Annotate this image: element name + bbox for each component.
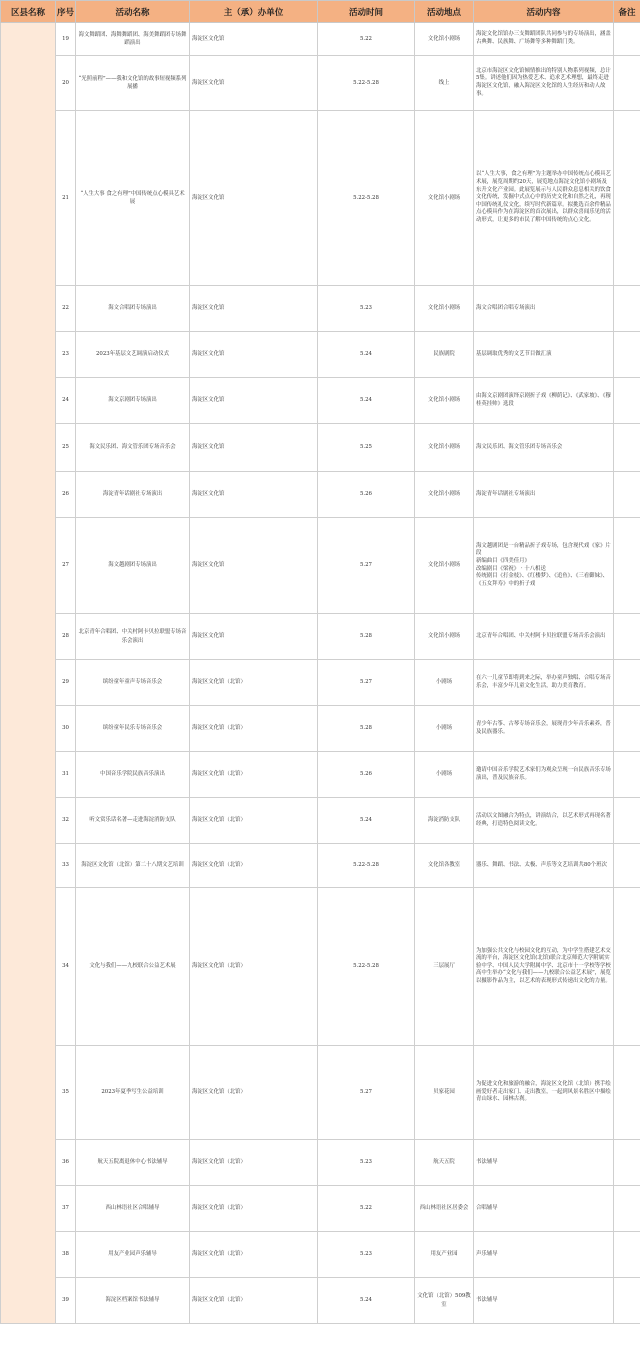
row-location: 线上 bbox=[415, 56, 474, 111]
row-content: 声乐辅导 bbox=[474, 1232, 614, 1278]
row-number: 39 bbox=[56, 1278, 76, 1324]
row-activity-name: 缤纷童年童声专场音乐会 bbox=[76, 660, 190, 706]
row-time: 5.26 bbox=[318, 752, 415, 798]
row-content: 书法辅导 bbox=[474, 1140, 614, 1186]
row-location: 文化馆小剧场 bbox=[415, 378, 474, 424]
row-content: 基层调取优秀的文艺节目做汇演 bbox=[474, 332, 614, 378]
row-remarks bbox=[614, 1278, 640, 1324]
row-location: 文化馆小剧场 bbox=[415, 111, 474, 286]
row-organizer: 海淀区文化馆 bbox=[190, 518, 318, 614]
table-row bbox=[1, 798, 640, 844]
row-remarks bbox=[614, 111, 640, 286]
row-number: 31 bbox=[56, 752, 76, 798]
row-number: 29 bbox=[56, 660, 76, 706]
row-number: 26 bbox=[56, 472, 76, 518]
row-time: 5.23 bbox=[318, 1140, 415, 1186]
row-location: 文化馆小剧场 bbox=[415, 286, 474, 332]
row-location: 文化馆小剧场 bbox=[415, 614, 474, 660]
table-header-row bbox=[1, 1, 640, 23]
row-activity-name: 缤纷童年民乐专场音乐会 bbox=[76, 706, 190, 752]
row-number: 37 bbox=[56, 1186, 76, 1232]
header-district: 区县名称 bbox=[1, 1, 56, 23]
row-activity-name: 海文京剧团专场演出 bbox=[76, 378, 190, 424]
row-time: 5.22-5.28 bbox=[318, 888, 415, 1046]
row-content: 为加强公共文化与校园文化的互动，为中学生搭建艺术交流的平台，海淀区文化馆(北馆)联合北京师范大学附属实验中学、中国人民大学附属中学、北京市十一学校等学校高中生举办“文化与我们——九校联合公益艺术展”，展览以摄影作品为主，以艺术的表现形式传递出文化的力量。 bbox=[474, 888, 614, 1046]
table-row bbox=[1, 378, 640, 424]
row-activity-name: 2023年夏季写生公益培训 bbox=[76, 1046, 190, 1140]
row-content: 海文民乐团、海文管乐团专场音乐会 bbox=[474, 424, 614, 472]
row-location: 小剧场 bbox=[415, 660, 474, 706]
row-remarks bbox=[614, 1140, 640, 1186]
row-remarks bbox=[614, 472, 640, 518]
table-row bbox=[1, 286, 640, 332]
row-remarks bbox=[614, 844, 640, 888]
row-activity-name: 海文合唱团专场演出 bbox=[76, 286, 190, 332]
row-number: 22 bbox=[56, 286, 76, 332]
row-activity-name: 海淀区档案馆书法辅导 bbox=[76, 1278, 190, 1324]
row-organizer: 海淀区文化馆（北馆） bbox=[190, 888, 318, 1046]
row-organizer: 海淀区文化馆 bbox=[190, 378, 318, 424]
row-organizer: 海淀区文化馆（北馆） bbox=[190, 1232, 318, 1278]
row-location: 用友产业园 bbox=[415, 1232, 474, 1278]
row-time: 5.25 bbox=[318, 424, 415, 472]
row-time: 5.27 bbox=[318, 518, 415, 614]
row-content: 邀请中国音乐学院艺术家们为观众呈现一台民族音乐专场演出，普及民族音乐。 bbox=[474, 752, 614, 798]
row-organizer: 海淀区文化馆（北馆） bbox=[190, 752, 318, 798]
table-row bbox=[1, 518, 640, 614]
row-content: 以“人生大事，食之有理”为主题举办中国传统点心模具艺术展，展览周期约20天，展览地点海淀文化馆小剧场及东升文化产业园。此展览展示与人民群众息息相关的饮食文化传统，发掘中式点心中的历史文化和自然之礼，再现中国传统礼仪文化，续写时代新篇章。拟挑选百余件精品点心模具作为在海淀区的首次展出，以群众喜闻乐见的活动形式，让更多的市民了解中国传统的点心文化。 bbox=[474, 111, 614, 286]
row-organizer: 海淀区文化馆 bbox=[190, 472, 318, 518]
row-activity-name: 航天五院离退休中心书法辅导 bbox=[76, 1140, 190, 1186]
row-activity-name: 海文舞蹈团、海舞舞蹈团、海美舞蹈团专场舞蹈演出 bbox=[76, 23, 190, 56]
table-row bbox=[1, 844, 640, 888]
row-number: 32 bbox=[56, 798, 76, 844]
row-content: 由海文京剧团演绎京剧折子戏《柳荫记》、《武家坡》、《穆桂英挂帅》选段 bbox=[474, 378, 614, 424]
row-location: 民族剧院 bbox=[415, 332, 474, 378]
row-location: 小剧场 bbox=[415, 706, 474, 752]
row-number: 34 bbox=[56, 888, 76, 1046]
row-time: 5.24 bbox=[318, 1278, 415, 1324]
row-remarks bbox=[614, 752, 640, 798]
row-number: 25 bbox=[56, 424, 76, 472]
row-content: 合唱辅导 bbox=[474, 1186, 614, 1232]
row-location: 文化馆小剧场 bbox=[415, 23, 474, 56]
row-location: 小剧场 bbox=[415, 752, 474, 798]
row-activity-name: 海淀区文化馆（北馆）第二十八期文艺培训 bbox=[76, 844, 190, 888]
row-organizer: 海淀区文化馆 bbox=[190, 23, 318, 56]
table-row bbox=[1, 56, 640, 111]
row-time: 5.23 bbox=[318, 1232, 415, 1278]
row-number: 21 bbox=[56, 111, 76, 286]
row-activity-name: “人生大事 食之有理”中国传统点心模具艺术展 bbox=[76, 111, 190, 286]
row-content: 海文越剧团是一台精品折子戏专场，包含现代戏《家》片段 新编曲目《四美佳月》 改编剧目《梁祝》 · 十八相送 传统剧目《打金枝》、《红楼梦》、《追鱼》、《三看御妹》、《五女拜寿》中的折子戏 bbox=[474, 518, 614, 614]
row-content: 为促进文化和旅游的融合，海淀区文化馆（北馆）携手绘画爱好者走出家门、走出教室，一起到风景名胜区中描绘青山绿水、园林古刹。 bbox=[474, 1046, 614, 1140]
row-number: 30 bbox=[56, 706, 76, 752]
table-row bbox=[1, 1232, 640, 1278]
header-number: 序号 bbox=[56, 1, 76, 23]
row-content: 海淀青年话剧社专场演出 bbox=[474, 472, 614, 518]
row-activity-name: 西山林语社区合唱辅导 bbox=[76, 1186, 190, 1232]
row-organizer: 海淀区文化馆 bbox=[190, 614, 318, 660]
row-remarks bbox=[614, 1232, 640, 1278]
row-location: 航天五院 bbox=[415, 1140, 474, 1186]
row-time: 5.24 bbox=[318, 378, 415, 424]
row-content: 北京市海淀区文化馆倾情推出的特别人物系列视频，总计5集。讲述他们因为热爱艺术、追求艺术理想，最终走进海淀区文化馆，融入海淀区文化馆的人生经历和动人故事。 bbox=[474, 56, 614, 111]
row-content: 书法辅导 bbox=[474, 1278, 614, 1324]
row-activity-name: 用友产业园声乐辅导 bbox=[76, 1232, 190, 1278]
row-organizer: 海淀区文化馆（北馆） bbox=[190, 660, 318, 706]
row-time: 5.22-5.28 bbox=[318, 56, 415, 111]
row-location: 文化馆小剧场 bbox=[415, 424, 474, 472]
row-organizer: 海淀区文化馆 bbox=[190, 56, 318, 111]
row-time: 5.22-5.28 bbox=[318, 111, 415, 286]
row-content: 青少年古筝、古琴专场音乐会，展现青少年音乐素养，普及民族器乐。 bbox=[474, 706, 614, 752]
row-organizer: 海淀区文化馆 bbox=[190, 424, 318, 472]
row-location: 三层展厅 bbox=[415, 888, 474, 1046]
row-organizer: 海淀区文化馆 bbox=[190, 286, 318, 332]
row-time: 5.28 bbox=[318, 706, 415, 752]
header-time: 活动时间 bbox=[318, 1, 415, 23]
row-number: 35 bbox=[56, 1046, 76, 1140]
row-content: 活动以文图融合为特点，讲演结合，以艺术形式再现名著经典，打造特色阅读文化。 bbox=[474, 798, 614, 844]
row-time: 5.27 bbox=[318, 660, 415, 706]
row-number: 33 bbox=[56, 844, 76, 888]
row-remarks bbox=[614, 56, 640, 111]
row-number: 36 bbox=[56, 1140, 76, 1186]
row-time: 5.26 bbox=[318, 472, 415, 518]
row-number: 23 bbox=[56, 332, 76, 378]
row-organizer: 海淀区文化馆（北馆） bbox=[190, 1140, 318, 1186]
header-content: 活动内容 bbox=[474, 1, 614, 23]
row-organizer: 海淀区文化馆（北馆） bbox=[190, 798, 318, 844]
row-organizer: 海淀区文化馆（北馆） bbox=[190, 844, 318, 888]
row-location: 贝家花园 bbox=[415, 1046, 474, 1140]
row-location: 西山林语社区居委会 bbox=[415, 1186, 474, 1232]
row-number: 28 bbox=[56, 614, 76, 660]
row-activity-name: 海文越剧团专场演出 bbox=[76, 518, 190, 614]
table-row bbox=[1, 614, 640, 660]
row-time: 5.24 bbox=[318, 798, 415, 844]
row-remarks bbox=[614, 23, 640, 56]
row-content: 海淀文化馆馆办三支舞蹈团队共同参与的专场演出，涵盖古典舞、民族舞、广场舞等多种舞蹈门类。 bbox=[474, 23, 614, 56]
row-location: 海淀消防支队 bbox=[415, 798, 474, 844]
row-activity-name: 中国音乐学院民族音乐演出 bbox=[76, 752, 190, 798]
row-activity-name: 海淀青年话剧社专场演出 bbox=[76, 472, 190, 518]
table-row bbox=[1, 23, 640, 56]
table-row bbox=[1, 706, 640, 752]
row-organizer: 海淀区文化馆（北馆） bbox=[190, 1186, 318, 1232]
table-row bbox=[1, 472, 640, 518]
header-location: 活动地点 bbox=[415, 1, 474, 23]
row-content: 北京青年合唱团、中关村阿卡贝拉联盟专场音乐会演出 bbox=[474, 614, 614, 660]
row-organizer: 海淀区文化馆 bbox=[190, 332, 318, 378]
row-time: 5.28 bbox=[318, 614, 415, 660]
row-number: 24 bbox=[56, 378, 76, 424]
district-cell bbox=[1, 23, 56, 1324]
table-row bbox=[1, 888, 640, 1046]
row-time: 5.27 bbox=[318, 1046, 415, 1140]
row-remarks bbox=[614, 424, 640, 472]
table-row bbox=[1, 1046, 640, 1140]
row-remarks bbox=[614, 798, 640, 844]
table-row bbox=[1, 1140, 640, 1186]
row-time: 5.23 bbox=[318, 286, 415, 332]
row-organizer: 海淀区文化馆（北馆） bbox=[190, 1278, 318, 1324]
row-remarks bbox=[614, 518, 640, 614]
row-content: 在六一儿童节即将到来之际，举办童声独唱、合唱专场音乐会，丰富少年儿童文化生活，助力美育教育。 bbox=[474, 660, 614, 706]
row-number: 27 bbox=[56, 518, 76, 614]
row-remarks bbox=[614, 286, 640, 332]
row-activity-name: 2023年基层文艺调演启动仪式 bbox=[76, 332, 190, 378]
table-row bbox=[1, 660, 640, 706]
row-remarks bbox=[614, 378, 640, 424]
row-time: 5.24 bbox=[318, 332, 415, 378]
row-remarks bbox=[614, 888, 640, 1046]
row-activity-name: “光照前程”——我和文化馆的故事短视频系列展播 bbox=[76, 56, 190, 111]
row-remarks bbox=[614, 332, 640, 378]
row-content: 海文合唱团合唱专场演出 bbox=[474, 286, 614, 332]
row-number: 38 bbox=[56, 1232, 76, 1278]
table-row bbox=[1, 332, 640, 378]
row-remarks bbox=[614, 614, 640, 660]
header-activity-name: 活动名称 bbox=[76, 1, 190, 23]
row-activity-name: 文化与我们——九校联合公益艺术展 bbox=[76, 888, 190, 1046]
row-content: 器乐、舞蹈、书法、太极、声乐等文艺培训共80个班次 bbox=[474, 844, 614, 888]
row-location: 文化馆各教室 bbox=[415, 844, 474, 888]
row-remarks bbox=[614, 1046, 640, 1140]
header-organizer: 主（承）办单位 bbox=[190, 1, 318, 23]
row-location: 文化馆（北馆）509教室 bbox=[415, 1278, 474, 1324]
header-remarks: 备注 bbox=[614, 1, 640, 23]
row-time: 5.22-5.28 bbox=[318, 844, 415, 888]
row-activity-name: 北京青年合唱团、中关村阿卡贝拉联盟专场音乐会演出 bbox=[76, 614, 190, 660]
row-location: 文化馆小剧场 bbox=[415, 518, 474, 614]
row-number: 19 bbox=[56, 23, 76, 56]
row-activity-name: 听文赏乐话名著—走进海淀消防支队 bbox=[76, 798, 190, 844]
table-row bbox=[1, 1186, 640, 1232]
table-row bbox=[1, 752, 640, 798]
row-organizer: 海淀区文化馆 bbox=[190, 111, 318, 286]
row-organizer: 海淀区文化馆（北馆） bbox=[190, 706, 318, 752]
row-remarks bbox=[614, 660, 640, 706]
row-remarks bbox=[614, 1186, 640, 1232]
row-location: 文化馆小剧场 bbox=[415, 472, 474, 518]
row-time: 5.22 bbox=[318, 1186, 415, 1232]
row-time: 5.22 bbox=[318, 23, 415, 56]
table-row bbox=[1, 424, 640, 472]
row-organizer: 海淀区文化馆（北馆） bbox=[190, 1046, 318, 1140]
row-number: 20 bbox=[56, 56, 76, 111]
table-row bbox=[1, 1278, 640, 1324]
row-activity-name: 海文民乐团、海文管乐团专场音乐会 bbox=[76, 424, 190, 472]
row-remarks bbox=[614, 706, 640, 752]
table-row bbox=[1, 111, 640, 286]
